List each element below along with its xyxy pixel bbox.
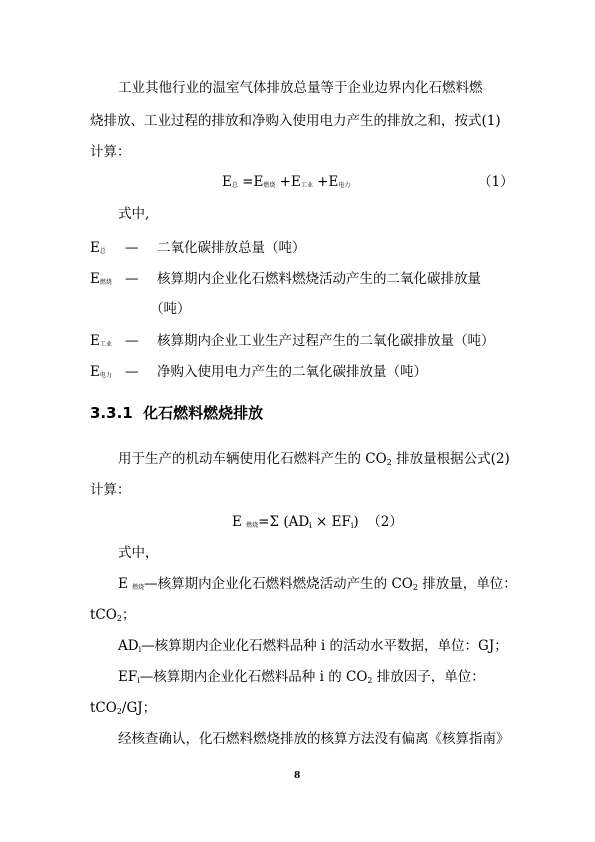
definition-symbol-sub: 总 [99,248,106,255]
var-ef-text-sub: 2 [367,676,373,685]
definition-row [90,329,495,349]
var-ad-line [118,637,508,659]
para-2-subscript: 2 [386,458,392,467]
definition-symbol: E [90,333,100,349]
var-e-symbol: E [118,576,133,592]
para-2-line-1 [118,450,510,472]
formula-2-index-1: i [309,521,312,530]
definition-row [90,360,427,380]
var-e-unit [90,606,135,628]
definition-dash: — [125,333,139,349]
definition-text: 二氧化碳排放总量（吨） [157,240,306,256]
formula-1-eq: =E [237,174,264,190]
section-title: 化石燃料燃烧排放 [143,404,264,422]
definition-dash: — [125,364,139,380]
var-e-unit-b: ； [121,607,136,623]
formula-2-body-a: =Σ (AD [258,514,310,530]
formula-1-plus-2: +E [312,174,339,190]
definition-symbol-sub: 燃烧 [99,279,112,286]
definition-dash: — [125,271,139,287]
formula-2 [232,513,403,535]
definition-symbol: E [90,364,100,380]
formula-2-sub: 燃烧 [246,522,259,529]
formula-1-industry-sub: 工业 [300,182,313,189]
formula-1-number: （1） [478,174,514,190]
var-ef-unit-sub: 2 [116,707,122,716]
var-ad-text: —核算期内企业化石燃料品种 i 的活动水平数据，单位：GJ； [141,638,508,654]
var-e-unit-sub: 2 [116,614,122,623]
formula-2-index-2: i [350,521,354,530]
definition-dash: — [125,240,139,256]
section-heading [90,402,263,423]
where-2: 式中， [118,545,159,561]
var-e-text-b: 排放量，单位： [417,576,517,592]
intro-line-3: 计算： [90,144,131,160]
intro-line-2: 烧排放、工业过程的排放和净购入使用电力产生的排放之和，按式(1) [90,113,501,129]
closing-line: 经核查确认，化石燃料燃烧排放的核算方法没有偏离《核算指南》 [118,731,510,747]
var-ef-sub: i [137,676,140,685]
definition-symbol-sub: 电力 [99,372,112,379]
var-ad-sub: i [138,645,142,654]
var-e-line [118,575,517,597]
intro-line-1: 工业其他行业的温室气体排放总量等于企业边界内化石燃料燃 [118,80,483,96]
definition-symbol: E [90,271,100,287]
formula-1 [222,173,350,195]
definition-symbol-sub: 工业 [99,341,112,348]
definition-symbol: E [90,240,100,256]
para-2-text-a: 用于生产的机动车辆使用化石燃料产生的 CO [118,451,387,467]
para-2-text-b: 排放量根据公式(2) [391,451,510,467]
definition-row [90,267,481,287]
formula-1-combust-sub: 燃烧 [263,182,276,189]
var-ef-unit-b: /GJ； [121,700,157,716]
var-e-text-sub: 2 [412,583,418,592]
var-e-sub: 燃烧 [132,584,145,591]
para-2-line-2: 计算： [90,482,131,498]
definition-text: 核算期内企业工业生产过程产生的二氧化碳排放量（吨） [157,333,495,349]
page-number: 8 [294,771,301,781]
formula-1-total-sub: 总 [231,182,238,189]
formula-1-power-sub: 电力 [338,182,351,189]
formula-1-plus-1: +E [275,174,301,190]
var-ef-text-b: 排放因子，单位： [372,669,485,685]
var-ef-symbol: EF [118,669,138,685]
definition-continuation: （吨） [150,301,191,317]
section-number: 3.3.1 [90,404,133,422]
var-ef-text-a: —核算期内企业化石燃料品种 i 的 CO [139,669,368,685]
var-e-unit-a: tCO [90,607,117,623]
var-ad-symbol: AD [118,638,139,654]
formula-1-e: E [222,174,232,190]
formula-2-body-b: × EF [311,514,351,530]
formula-2-body-c: ) [353,514,359,530]
formula-2-number: （2） [367,514,403,530]
var-ef-line [118,668,485,690]
definition-text: 净购入使用电力产生的二氧化碳排放量（吨） [157,364,427,380]
where-1: 式中, [118,206,150,222]
definition-row [90,236,306,256]
definition-text: 核算期内企业化石燃料燃烧活动产生的二氧化碳排放量 [157,271,481,287]
var-e-text-a: —核算期内企业化石燃料燃烧活动产生的 CO [144,576,413,592]
var-ef-unit [90,699,156,721]
formula-2-e: E [232,514,247,530]
var-ef-unit-a: tCO [90,700,117,716]
